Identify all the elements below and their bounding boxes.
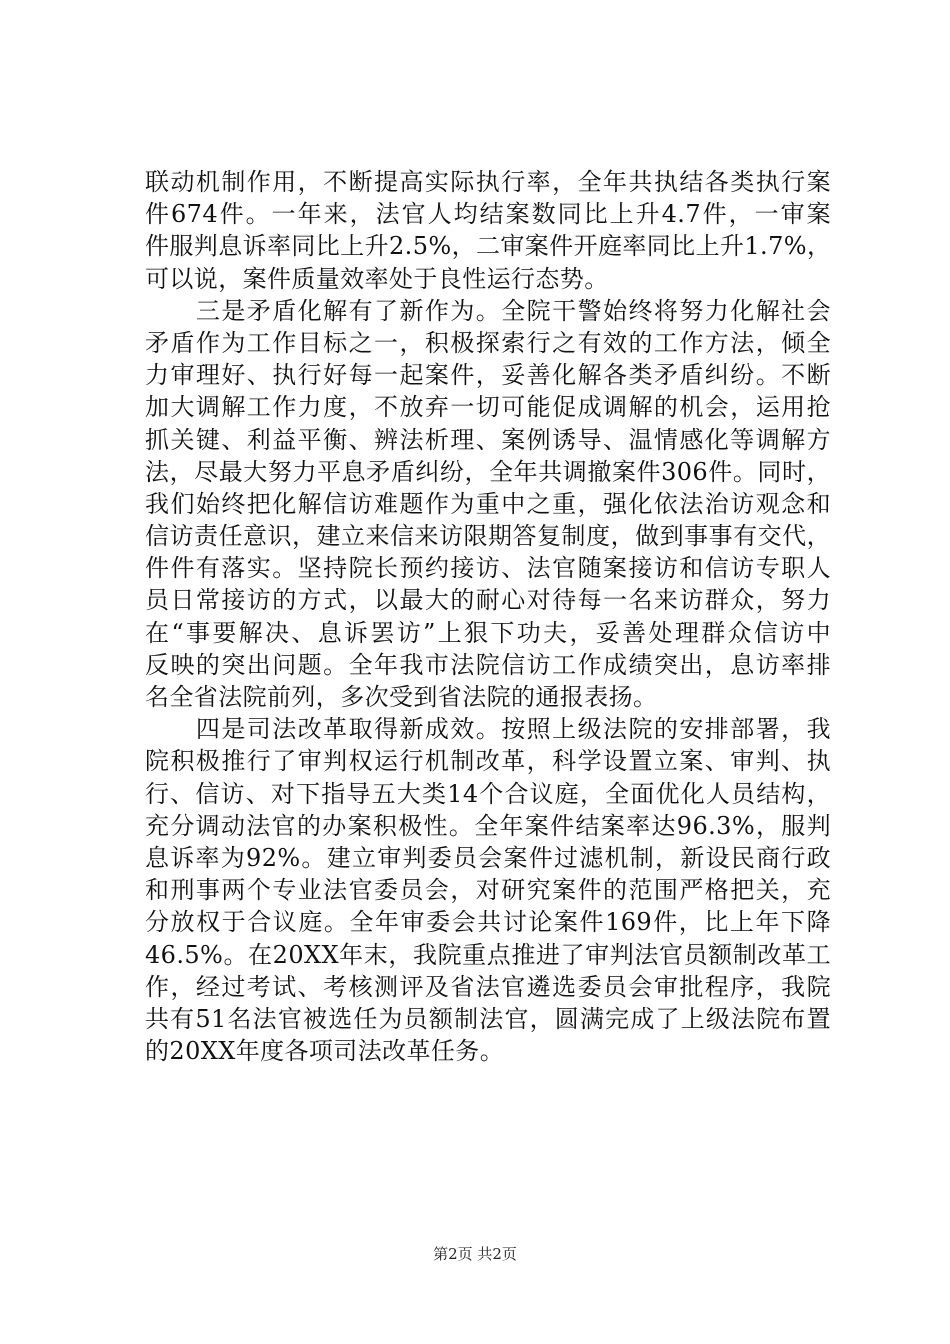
text-line: 抓关键、利益平衡、辨法析理、案例诱导、温情感化等调解方 — [145, 425, 831, 454]
text-line: 在“事要解决、息诉罢访”上狠下功夫，妥善处理群众信访中 — [145, 618, 831, 647]
text-line: 名全省法院前列，多次受到省法院的通报表扬。 — [145, 683, 658, 711]
text-line: 院积极推行了审判权运行机制改革，科学设置立案、审判、执 — [145, 747, 831, 776]
text-line: 的20XX年度各项司法改革任务。 — [145, 1037, 505, 1066]
text-line: 共有51名法官被选任为员额制法官，圆满完成了上级法院布置 — [145, 1004, 831, 1033]
text-line: 我们始终把化解信访难题作为重中之重，强化依法治访观念和 — [145, 489, 831, 518]
text-line: 信访责任意识，建立来信来访限期答复制度，做到事事有交代， — [145, 522, 831, 551]
text-line: 分放权于合议庭。全年审委会共讨论案件169件，比上年下降 — [145, 908, 831, 937]
text-line: 和刑事两个专业法官委员会，对研究案件的范围严格把关，充 — [145, 876, 831, 905]
body-text — [145, 166, 831, 1067]
text-line: 可以说，案件质量效率处于良性运行态势。 — [145, 264, 609, 293]
text-line: 加大调解工作力度，不放弃一切可能促成调解的机会，运用抢 — [145, 393, 831, 422]
text-line: 矛盾作为工作目标之一，积极探索行之有效的工作方法，倾全 — [145, 328, 831, 357]
text-line: 法，尽最大努力平息矛盾纠纷，全年共调撤案件306件。同时， — [145, 457, 831, 486]
text-line: 件件有落实。坚持院长预约接访、法官随案接访和信访专职人 — [145, 554, 831, 583]
text-line: 行、信访、对下指导五大类14个合议庭，全面优化人员结构， — [145, 779, 831, 808]
text-line: 反映的突出问题。全年我市法院信访工作成绩突出，息访率排 — [145, 650, 831, 679]
text-line: 联动机制作用，不断提高实际执行率，全年共执结各类执行案 — [145, 168, 831, 196]
text-line: 件674件。一年来，法官人均结案数同比上升4.7件，一审案 — [145, 200, 831, 229]
text-line: 作，经过考试、考核测评及省法官遴选委员会审批程序，我院 — [145, 972, 831, 1001]
page-number-footer: 第2页 共2页 — [433, 1245, 517, 1263]
text-line: 力审理好、执行好每一起案件，妥善化解各类矛盾纠纷。不断 — [145, 361, 831, 390]
text-line: 员日常接访的方式，以最大的耐心对待每一名来访群众，努力 — [145, 586, 831, 615]
text-line: 件服判息诉率同比上升2.5%，二审案件开庭率同比上升1.7%， — [145, 232, 832, 261]
text-line: 充分调动法官的办案积极性。全年案件结案率达96.3%，服判 — [145, 811, 831, 840]
text-line: 四是司法改革取得新成效。按照上级法院的安排部署，我 — [145, 715, 831, 744]
text-line: 46.5%。在20XX年末，我院重点推进了审判法官员额制改革工 — [145, 940, 831, 969]
text-line: 息诉率为92%。建立审判委员会案件过滤机制，新设民商行政 — [145, 843, 831, 872]
text-line: 三是矛盾化解有了新作为。全院干警始终将努力化解社会 — [145, 296, 831, 325]
